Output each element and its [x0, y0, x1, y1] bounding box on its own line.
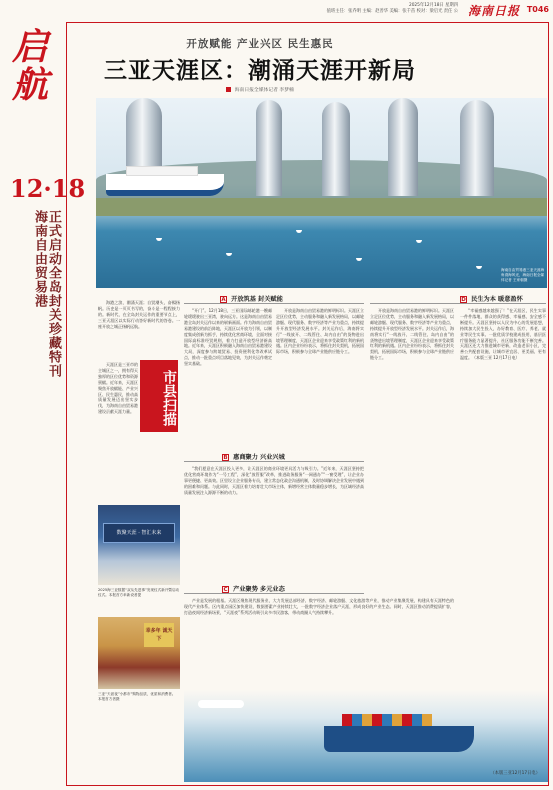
photo1-caption: [98, 588, 180, 598]
special-slogan: [32, 210, 60, 500]
article-col-6: [460, 308, 546, 688]
section-c-mark: C: [223, 586, 228, 593]
qihang-title: 启航: [11, 26, 48, 106]
airplane-illustration: [198, 700, 244, 708]
article-headline: 三亚天涯区：潮涌天涯开新局: [104, 58, 416, 84]
article-col-5: [370, 308, 454, 688]
article-col-2: [276, 308, 364, 448]
cruise-ship: [106, 174, 224, 196]
market-sign-text: 幸多年 诚天下: [145, 628, 173, 642]
col1-paragraph: “开门”。12月18日，三亚国际邮轮港一艘邮轮缓缓驶出三亚湾，驶向远方。这是海南自由贸易港全岛封关运作以来的崭新画面。作为海南自由贸易港建设的前沿阵地，天涯区以开放为引领，以制度集成创新为抓手，持续优化营商环境，全面对接国际高标准经贸规则，着力打造开放型经济新高地。近年来，天涯区积极融入海南自由贸易港建设大局，深度参与跨境贸易、投资便利化等改革试点，推动一批重点项目落地见效，为封关运作奠定坚实基础。: [184, 308, 272, 367]
section-a-title: 开放筑基 封关赋能: [231, 296, 283, 303]
section-d-heading: [460, 294, 523, 303]
article-col-3: [184, 466, 364, 578]
section-a-mark: A: [221, 296, 226, 303]
section-b-title: 惠商聚力 兴业兴城: [233, 454, 285, 461]
article-col-1: [184, 308, 272, 448]
col2-paragraph: 开放是海南自由贸易港的鲜明标识。天涯区立足区位优势，主动服务和融入新发展格局，以邮轮游艇、现代服务、数字经济等产业为重点，持续提升开放型经济发展水平。封关运作后，海南将实行“一线放开、二线管住、岛内自由”的货物进出境管理制度，天涯区企业迎来享受政策红利的新机遇。区内企业纷纷表示，将抓住封关契机，拓展国际市场，积极参与全球产业链供应链分工。: [276, 308, 364, 355]
col3-paragraph: “我们愿意在天涯区投入更多，让天涯区的商业环境更具活力与吸引力。”近年来，天涯区坚持把优化营商环境作为“一号工程”，深化“放管服”改革，推进政务服务“一网通办”“一窗受理”，让企业办事更便捷、更高效。区里设立企业服务专员，建立常态化政企沟通机制，及时协调解决企业发展中遇到的困难和问题。与此同时，天涯区着力培育壮大市场主体，新增经营主体数量稳步增长，为区域经济高质量发展注入源源不断的动力。: [184, 466, 364, 495]
left-lead-text: [98, 300, 180, 358]
photo2-caption-text: 三亚“天涯夜”小都市“购物品质，优质和消费者。 本报首方者摄: [98, 692, 176, 701]
market-sign: [144, 623, 174, 647]
photo-data-event: [98, 505, 180, 585]
header-date: 2025年12月18日 星期四: [408, 3, 458, 8]
section-b-rule: [184, 461, 364, 462]
left-paragraph: 天涯区是三亚市的主城区之一，拥有得天独厚的区位优势和资源禀赋。近年来，天涯区聚焦开放赋能、产业兴区、民生惠民，推动高质量发展迈出坚实步伐，为海南自由贸易港建设贡献天涯力量。: [98, 362, 138, 415]
photo-night-market: [98, 617, 180, 689]
boat-3: [296, 230, 302, 233]
page-code: T046: [526, 5, 549, 14]
tower-5: [460, 100, 494, 196]
slogan-line-2: 海南自由贸易港: [32, 210, 47, 308]
col6-paragraph: “幸福感越来越强了！”在天涯区，民生实事一件件落地，群众的获得感、幸福感、安全感不断提升。天涯区坚持以人民为中心的发展思想，持续加大民生投入，办好教育、医疗、养老、就业等民生实事。一批优质学校建成投用，基层医疗服务能力显著提升，社区服务功能不断完善。天涯区还大力推进城市更新，改造老旧小区，完善公共配套设施，让城市更宜居、更美丽、更有温度。（本版三亚 12月17日电）: [460, 308, 546, 361]
bottom-illustration: [184, 690, 548, 782]
article-kicker: 开放赋能 产业兴区 民生惠民: [186, 38, 334, 50]
paper-logo: 海南日报: [467, 4, 520, 18]
section-c-rule: [184, 593, 364, 594]
special-date: 12·18: [10, 174, 86, 203]
city-scan-banner: 市县扫描: [140, 360, 178, 432]
col4-paragraph: 产业是发展的根基。天涯区聚焦现代服务业，大力发展总部经济、数字经济、邮轮游艇、文化旅游等产业，推动产业集聚发展，构建具有天涯特色的现代产业体系。区内重点园区加快建设，数据要素产业持续壮大，一批数字经济企业落户天涯，形成良好的产业生态。同时，天涯区推动消费提质扩容，打造夜间经济新场景，“天涯夜”系列活动吸引众多市民游客，带动商圈人气持续攀升。: [184, 598, 454, 615]
hero-photo: [96, 98, 547, 288]
end-note: （本版三亚12月17日电）: [490, 771, 540, 776]
boat-6: [476, 266, 482, 269]
hero-shore: [96, 198, 547, 216]
cargo-ship-illustration: [324, 726, 474, 752]
section-d-mark: D: [461, 296, 466, 303]
lead-paragraph: 海港之滨，潮涌天涯；自贸潮头，奋楫扬帆。历史是一页页书写的，奋斗是一程程接力的。新时代，在全岛封关运作的重要节点上，三亚天涯区以实际行动答好新时代的答卷。一座开放之城正扬帆远航。: [98, 300, 180, 329]
col5a-paragraph: 开放是海南自由贸易港的鲜明标识。天涯区立足区位优势，主动服务和融入新发展格局，以邮轮游艇、现代服务、数字经济等产业为重点，持续提升开放型经济发展水平。封关运作后，海南将实行“一线放开、二线管住、岛内自由”的货物进出境管理制度，天涯区企业迎来享受政策红利的新机遇。区内企业纷纷表示，将抓住封关契机，拓展国际市场，积极参与全球产业链供应链分工。: [370, 308, 454, 361]
hero-caption: 海南自由贸易港三亚天涯海角湾海风光，海南日报全媒体记者 王家朝摄: [501, 268, 545, 282]
left-small-text: [98, 362, 138, 502]
section-c-heading: [222, 584, 285, 593]
section-b-mark: B: [223, 454, 228, 461]
boat-2: [226, 253, 232, 256]
slogan-line-1: 正式启动全岛封关珍藏特刊: [46, 210, 61, 378]
boat-5: [416, 240, 422, 243]
section-a-rule: [184, 303, 364, 304]
section-a-heading: [220, 294, 283, 303]
boat-4: [356, 258, 362, 261]
event-banner: [103, 523, 175, 543]
tower-3: [322, 102, 350, 196]
byline-marker-icon: [226, 87, 231, 92]
section-c-title: 产业聚势 多元业态: [233, 586, 285, 593]
event-banner-text: 数聚天涯 · 智汇未来: [116, 530, 162, 536]
byline-text: 海南日报全媒体记者 李梦楠: [234, 88, 294, 93]
tower-2: [256, 100, 282, 196]
section-d-title: 民生为本 暖意盈怀: [471, 296, 523, 303]
section-b-heading: [222, 452, 285, 461]
photo2-caption: [98, 692, 180, 702]
article-byline: [68, 86, 452, 93]
header-editors: 值班主任：张乔明 主编：赵善华 美编：张千苗 校对：梁启光 责任 公: [326, 9, 458, 14]
tower-4: [388, 98, 418, 196]
boat-1: [156, 238, 162, 241]
section-d-rule: [370, 303, 546, 304]
page-header: [0, 0, 553, 22]
photo1-caption-text: 2025海三亚数据“双从先进事”发现仪式新开暨启动仪式。本报首方举新设者提: [98, 588, 180, 597]
header-meta: [268, 3, 458, 15]
